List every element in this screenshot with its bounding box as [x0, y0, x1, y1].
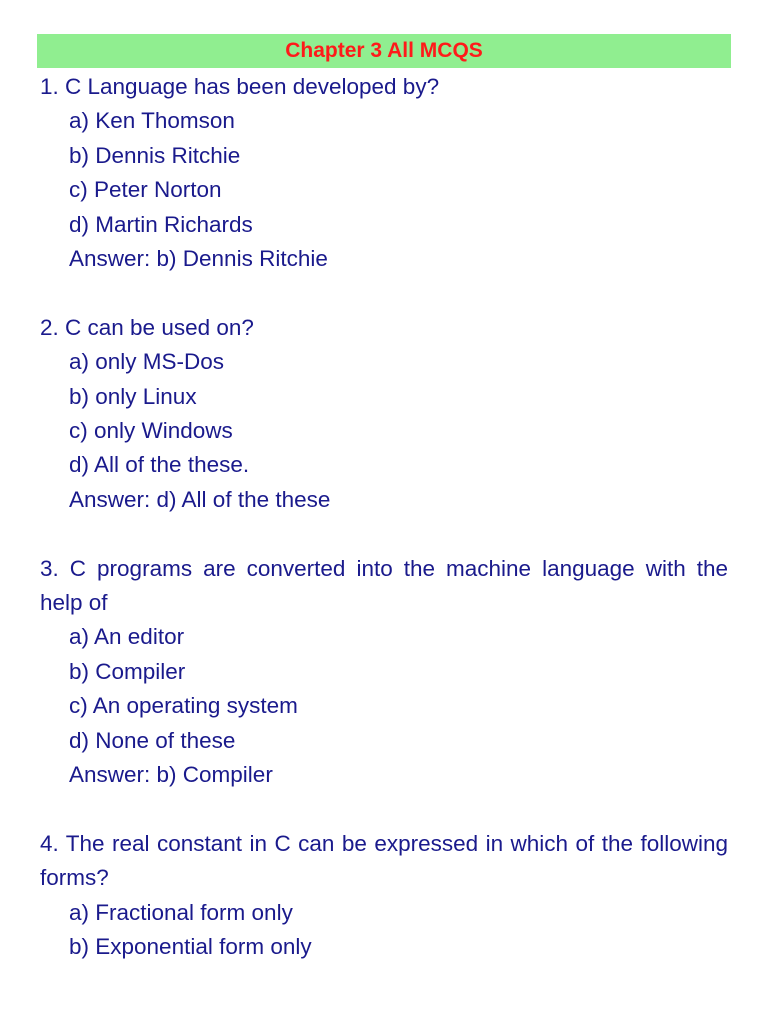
option-a: a) Ken Thomson — [69, 108, 235, 134]
question-text: 4. The real constant in C can be expressed in which of the following forms? — [40, 830, 728, 891]
question-text: 1. C Language has been developed by? — [40, 74, 440, 99]
option-a: a) An editor — [69, 624, 185, 650]
question-text: 3. C programs are converted into the machine language with the help of — [40, 555, 728, 616]
chapter-title: Chapter 3 All MCQS — [285, 39, 483, 62]
question-text: 2. C can be used on? — [40, 314, 254, 340]
option-d: d) None of these — [69, 727, 236, 753]
mcq-list — [40, 70, 728, 965]
option-a: a) only MS-Dos — [69, 349, 225, 375]
spacer — [40, 276, 728, 310]
option-c: c) An operating system — [69, 693, 298, 719]
option-b: b) Compiler — [69, 658, 186, 684]
answer-line: Answer: b) Dennis Ritchie — [69, 246, 328, 272]
answer-line: Answer: d) All of the these — [69, 486, 331, 512]
chapter-title-banner — [37, 34, 731, 68]
option-b: b) Dennis Ritchie — [69, 142, 241, 168]
spacer — [40, 517, 728, 551]
option-c: c) only Windows — [69, 418, 233, 444]
option-b: b) Exponential form only — [69, 934, 312, 960]
option-d: d) Martin Richards — [69, 211, 253, 237]
option-a: a) Fractional form only — [69, 899, 293, 925]
option-c: c) Peter Norton — [69, 177, 222, 203]
option-b: b) only Linux — [69, 383, 197, 409]
spacer — [40, 793, 728, 827]
answer-line: Answer: b) Compiler — [69, 762, 273, 788]
option-d: d) All of the these. — [69, 452, 250, 478]
